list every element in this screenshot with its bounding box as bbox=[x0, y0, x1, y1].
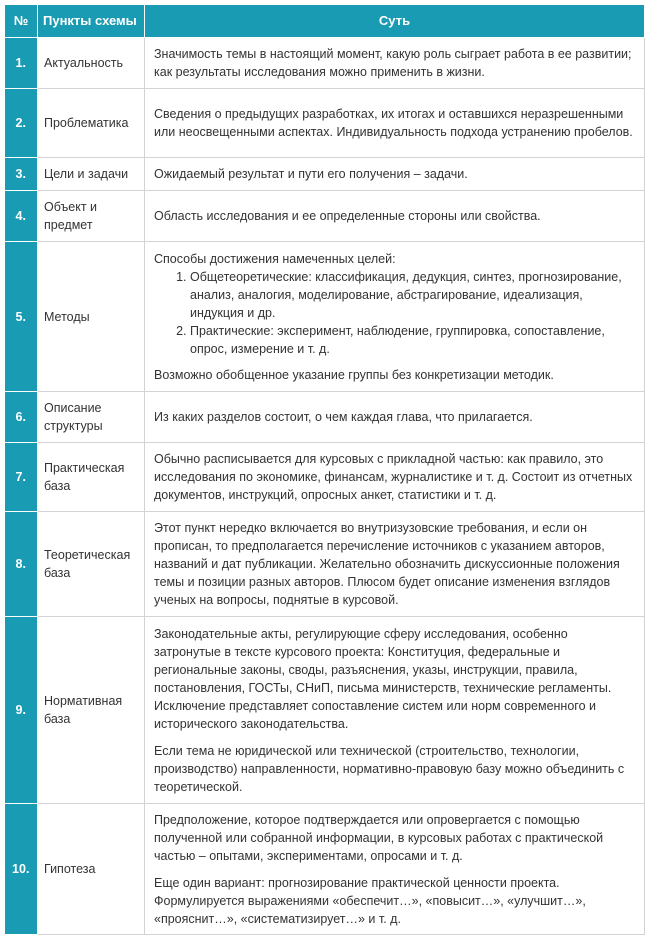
header-number: № bbox=[5, 5, 38, 38]
row-item: Практическая база bbox=[38, 443, 145, 512]
methods-intro: Способы достижения намеченных целей: bbox=[154, 251, 396, 266]
row-item: Описание структуры bbox=[38, 392, 145, 443]
header-description: Суть bbox=[145, 5, 645, 38]
row-description bbox=[145, 242, 645, 392]
row-number: 10. bbox=[5, 804, 38, 935]
row-description bbox=[145, 804, 645, 935]
row-number: 8. bbox=[5, 512, 38, 617]
table-row bbox=[5, 443, 645, 512]
table-row bbox=[5, 38, 645, 89]
row-number: 2. bbox=[5, 89, 38, 158]
description-paragraph: Законодательные акты, регулирующие сферу исследования, особенно затронутые в тексте курсового проекта: Конституция, федеральные и региональные законы, своды, разъяснения, указы, инструкции, правила, постановления, ГОСТы, СНиП, письма министерств, технические регламенты. Исключение представляет сопоставление систем или норм современного и исторического законодательства. bbox=[154, 626, 612, 731]
row-description bbox=[145, 443, 645, 512]
row-description bbox=[145, 158, 645, 191]
row-item: Цели и задачи bbox=[38, 158, 145, 191]
row-description bbox=[145, 89, 645, 158]
row-number: 1. bbox=[5, 38, 38, 89]
row-description bbox=[145, 191, 645, 242]
row-number: 6. bbox=[5, 392, 38, 443]
description-paragraph: Сведения о предыдущих разработках, их итогах и оставшихся неразрешенными или неосвещенными аспектах. Индивидуальность подхода устранению пробелов. bbox=[154, 107, 633, 139]
description-paragraph: Из каких разделов состоит, о чем каждая глава, что прилагается. bbox=[154, 410, 533, 424]
row-item: Нормативная база bbox=[38, 617, 145, 804]
table-row bbox=[5, 392, 645, 443]
description-paragraph: Еще один вариант: прогнозирование практической ценности проекта. Формулируется выражениями «обеспечит…», «повысит…», «улучшит…», «прояснит…», «систематизирует…» и т. д. bbox=[154, 875, 586, 926]
table-header-row bbox=[5, 5, 645, 38]
table-row bbox=[5, 804, 645, 935]
table-row bbox=[5, 242, 645, 392]
table-row bbox=[5, 617, 645, 804]
table-row bbox=[5, 191, 645, 242]
row-description bbox=[145, 617, 645, 804]
table-row bbox=[5, 512, 645, 617]
header-item: Пункты схемы bbox=[38, 5, 145, 38]
row-description bbox=[145, 392, 645, 443]
row-number: 5. bbox=[5, 242, 38, 392]
row-number: 3. bbox=[5, 158, 38, 191]
row-item: Объект и предмет bbox=[38, 191, 145, 242]
row-item: Проблематика bbox=[38, 89, 145, 158]
description-paragraph: Обычно расписывается для курсовых с прикладной частью: как правило, это исследования по экономике, финансам, журналистике и т. д. Состоит из отчетных документов, инструкций, опросных анкет, статистики и т. д. bbox=[154, 452, 633, 502]
row-item: Актуальность bbox=[38, 38, 145, 89]
coursework-plan-table bbox=[4, 4, 645, 935]
row-description bbox=[145, 512, 645, 617]
description-paragraph: Область исследования и ее определенные стороны или свойства. bbox=[154, 209, 541, 223]
row-description bbox=[145, 38, 645, 89]
coursework-plan-table-wrapper bbox=[4, 4, 644, 935]
row-item: Методы bbox=[38, 242, 145, 392]
methods-list bbox=[154, 268, 636, 358]
row-number: 7. bbox=[5, 443, 38, 512]
description-paragraph: Если тема не юридической или технической (строительство, технологии, производство) направленности, нормативно-правовую базу можно объединить с теоретической. bbox=[154, 743, 625, 794]
description-paragraph: Ожидаемый результат и пути его получения – задачи. bbox=[154, 167, 468, 181]
description-paragraph: Значимость темы в настоящий момент, какую роль сыграет работа в ее развитии; как результаты исследования можно применить в жизни. bbox=[154, 47, 632, 79]
description-paragraph: Предположение, которое подтверждается или опровергается с помощью полученной или собранной информации, в курсовых работах с практической частью – опытами, экспериментами, опросами и т. д. bbox=[154, 812, 604, 863]
list-item: 1. Общетеоретические: классификация, дедукция, синтез, прогнозирование, анализ, аналогия, моделирование, абстрагирование, идеализация, индукция и др. bbox=[190, 268, 636, 322]
list-item: 2. Практические: эксперимент, наблюдение, группировка, сопоставление, опрос, измерение и т. д. bbox=[190, 322, 636, 358]
row-number: 9. bbox=[5, 617, 38, 804]
table-row bbox=[5, 158, 645, 191]
methods-note: Возможно обобщенное указание группы без конкретизации методик. bbox=[154, 367, 554, 382]
table-row bbox=[5, 89, 645, 158]
row-item: Гипотеза bbox=[38, 804, 145, 935]
row-item: Теоретическая база bbox=[38, 512, 145, 617]
row-number: 4. bbox=[5, 191, 38, 242]
description-paragraph: Этот пункт нередко включается во внутризузовские требования, и если он прописан, то предполагается перечисление источников с указанием авторов, названий и дат публикации. Желательно обозначить дискуссионные положения темы и позиции разных авторов. Плюсом будет описание изменения взглядов ученых на вопросы, поднятые в курсовой. bbox=[154, 521, 620, 607]
